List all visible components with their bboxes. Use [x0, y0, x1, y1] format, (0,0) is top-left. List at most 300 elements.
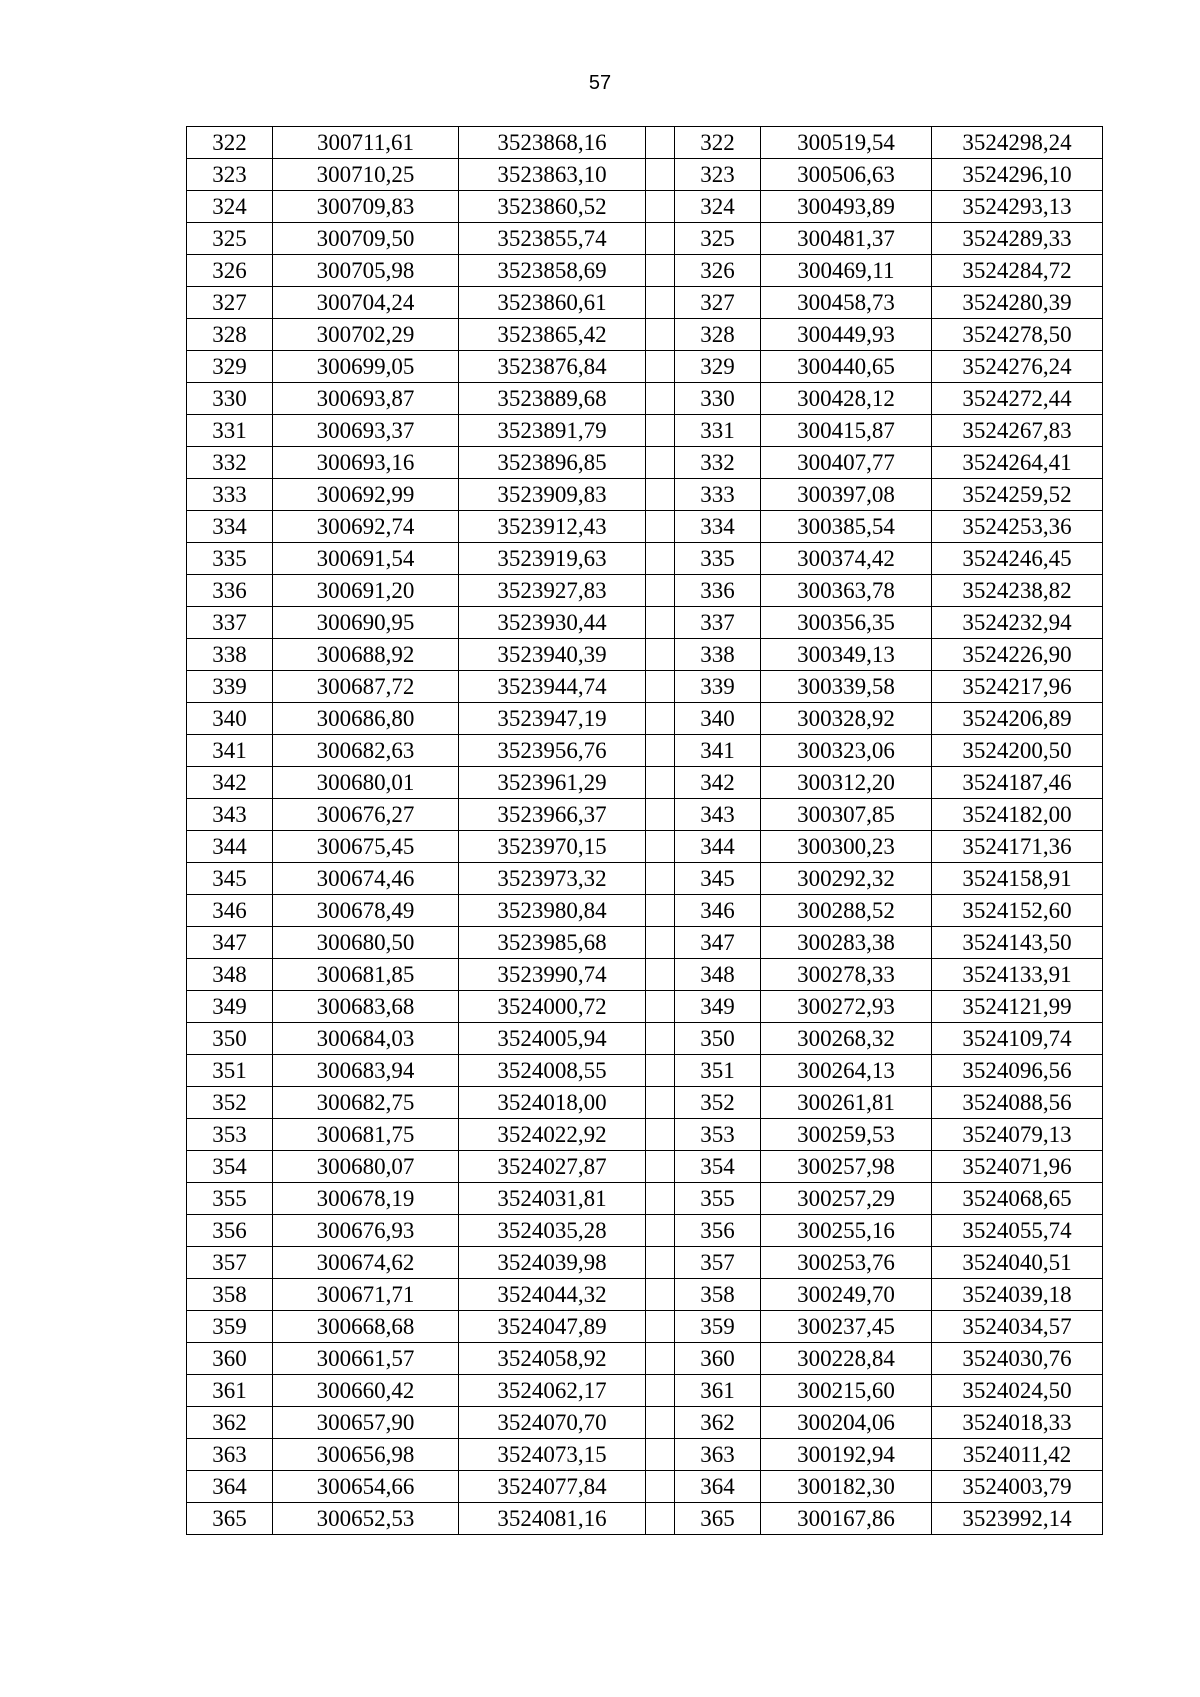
table-row [187, 1375, 1103, 1407]
right-point-number-cell: 365 [675, 1503, 761, 1535]
left-y-coordinate-cell: 3523990,74 [459, 959, 646, 991]
left-point-number-cell: 323 [187, 159, 273, 191]
left-x-coordinate-cell: 300709,83 [273, 191, 459, 223]
right-x-coordinate-cell: 300328,92 [761, 703, 932, 735]
left-y-coordinate-cell: 3524005,94 [459, 1023, 646, 1055]
right-y-coordinate-cell: 3524152,60 [932, 895, 1103, 927]
right-x-coordinate-cell: 300249,70 [761, 1279, 932, 1311]
right-y-coordinate-cell: 3524246,45 [932, 543, 1103, 575]
left-x-coordinate-cell: 300690,95 [273, 607, 459, 639]
separator-cell [646, 1343, 675, 1375]
left-point-number-cell: 353 [187, 1119, 273, 1151]
right-x-coordinate-cell: 300307,85 [761, 799, 932, 831]
left-y-coordinate-cell: 3524047,89 [459, 1311, 646, 1343]
separator-cell [646, 255, 675, 287]
left-point-number-cell: 349 [187, 991, 273, 1023]
left-y-coordinate-cell: 3523858,69 [459, 255, 646, 287]
table-row [187, 1343, 1103, 1375]
right-point-number-cell: 339 [675, 671, 761, 703]
left-point-number-cell: 361 [187, 1375, 273, 1407]
separator-cell [646, 1471, 675, 1503]
right-y-coordinate-cell: 3524040,51 [932, 1247, 1103, 1279]
left-x-coordinate-cell: 300668,68 [273, 1311, 459, 1343]
separator-cell [646, 1119, 675, 1151]
right-point-number-cell: 324 [675, 191, 761, 223]
table-row [187, 511, 1103, 543]
left-point-number-cell: 331 [187, 415, 273, 447]
table-row [187, 1247, 1103, 1279]
right-point-number-cell: 340 [675, 703, 761, 735]
left-x-coordinate-cell: 300710,25 [273, 159, 459, 191]
right-y-coordinate-cell: 3524232,94 [932, 607, 1103, 639]
table-row [187, 1151, 1103, 1183]
right-x-coordinate-cell: 300339,58 [761, 671, 932, 703]
right-point-number-cell: 359 [675, 1311, 761, 1343]
left-point-number-cell: 335 [187, 543, 273, 575]
right-point-number-cell: 336 [675, 575, 761, 607]
left-x-coordinate-cell: 300681,85 [273, 959, 459, 991]
table-row [187, 543, 1103, 575]
right-y-coordinate-cell: 3524068,65 [932, 1183, 1103, 1215]
right-point-number-cell: 362 [675, 1407, 761, 1439]
right-point-number-cell: 360 [675, 1343, 761, 1375]
right-point-number-cell: 326 [675, 255, 761, 287]
table-row [187, 1183, 1103, 1215]
left-x-coordinate-cell: 300674,62 [273, 1247, 459, 1279]
table-row [187, 1087, 1103, 1119]
right-point-number-cell: 322 [675, 127, 761, 159]
left-y-coordinate-cell: 3524077,84 [459, 1471, 646, 1503]
left-y-coordinate-cell: 3523865,42 [459, 319, 646, 351]
right-y-coordinate-cell: 3524267,83 [932, 415, 1103, 447]
left-y-coordinate-cell: 3523891,79 [459, 415, 646, 447]
left-x-coordinate-cell: 300692,74 [273, 511, 459, 543]
separator-cell [646, 543, 675, 575]
right-point-number-cell: 330 [675, 383, 761, 415]
right-point-number-cell: 352 [675, 1087, 761, 1119]
left-y-coordinate-cell: 3523860,52 [459, 191, 646, 223]
left-y-coordinate-cell: 3523868,16 [459, 127, 646, 159]
right-point-number-cell: 333 [675, 479, 761, 511]
left-point-number-cell: 356 [187, 1215, 273, 1247]
left-x-coordinate-cell: 300674,46 [273, 863, 459, 895]
left-x-coordinate-cell: 300680,50 [273, 927, 459, 959]
left-y-coordinate-cell: 3523909,83 [459, 479, 646, 511]
right-point-number-cell: 329 [675, 351, 761, 383]
separator-cell [646, 1087, 675, 1119]
left-y-coordinate-cell: 3523985,68 [459, 927, 646, 959]
left-point-number-cell: 348 [187, 959, 273, 991]
separator-cell [646, 191, 675, 223]
left-point-number-cell: 332 [187, 447, 273, 479]
left-x-coordinate-cell: 300681,75 [273, 1119, 459, 1151]
right-y-coordinate-cell: 3524018,33 [932, 1407, 1103, 1439]
right-point-number-cell: 323 [675, 159, 761, 191]
separator-cell [646, 799, 675, 831]
left-y-coordinate-cell: 3523973,32 [459, 863, 646, 895]
separator-cell [646, 1311, 675, 1343]
right-y-coordinate-cell: 3524289,33 [932, 223, 1103, 255]
table-row [187, 319, 1103, 351]
separator-cell [646, 1407, 675, 1439]
left-point-number-cell: 343 [187, 799, 273, 831]
left-point-number-cell: 351 [187, 1055, 273, 1087]
left-x-coordinate-cell: 300702,29 [273, 319, 459, 351]
left-y-coordinate-cell: 3524081,16 [459, 1503, 646, 1535]
right-x-coordinate-cell: 300264,13 [761, 1055, 932, 1087]
right-point-number-cell: 358 [675, 1279, 761, 1311]
right-y-coordinate-cell: 3524276,24 [932, 351, 1103, 383]
table-row [187, 735, 1103, 767]
left-y-coordinate-cell: 3523930,44 [459, 607, 646, 639]
right-y-coordinate-cell: 3524055,74 [932, 1215, 1103, 1247]
left-x-coordinate-cell: 300676,27 [273, 799, 459, 831]
left-x-coordinate-cell: 300688,92 [273, 639, 459, 671]
left-x-coordinate-cell: 300682,63 [273, 735, 459, 767]
left-y-coordinate-cell: 3523940,39 [459, 639, 646, 671]
separator-cell [646, 671, 675, 703]
left-y-coordinate-cell: 3524031,81 [459, 1183, 646, 1215]
right-y-coordinate-cell: 3524109,74 [932, 1023, 1103, 1055]
separator-cell [646, 1055, 675, 1087]
right-y-coordinate-cell: 3524200,50 [932, 735, 1103, 767]
right-x-coordinate-cell: 300288,52 [761, 895, 932, 927]
left-y-coordinate-cell: 3524058,92 [459, 1343, 646, 1375]
left-x-coordinate-cell: 300675,45 [273, 831, 459, 863]
right-x-coordinate-cell: 300255,16 [761, 1215, 932, 1247]
table-row [187, 1471, 1103, 1503]
right-x-coordinate-cell: 300374,42 [761, 543, 932, 575]
page-number: 57 [588, 72, 612, 94]
right-x-coordinate-cell: 300323,06 [761, 735, 932, 767]
left-x-coordinate-cell: 300680,07 [273, 1151, 459, 1183]
right-point-number-cell: 357 [675, 1247, 761, 1279]
table-row [187, 127, 1103, 159]
right-point-number-cell: 346 [675, 895, 761, 927]
left-y-coordinate-cell: 3523889,68 [459, 383, 646, 415]
left-x-coordinate-cell: 300709,50 [273, 223, 459, 255]
left-point-number-cell: 364 [187, 1471, 273, 1503]
right-y-coordinate-cell: 3524096,56 [932, 1055, 1103, 1087]
left-y-coordinate-cell: 3523966,37 [459, 799, 646, 831]
left-point-number-cell: 339 [187, 671, 273, 703]
right-x-coordinate-cell: 300204,06 [761, 1407, 932, 1439]
left-point-number-cell: 345 [187, 863, 273, 895]
left-point-number-cell: 334 [187, 511, 273, 543]
separator-cell [646, 575, 675, 607]
table-row [187, 895, 1103, 927]
separator-cell [646, 863, 675, 895]
right-y-coordinate-cell: 3524030,76 [932, 1343, 1103, 1375]
table-row [187, 415, 1103, 447]
right-y-coordinate-cell: 3524034,57 [932, 1311, 1103, 1343]
left-point-number-cell: 336 [187, 575, 273, 607]
right-y-coordinate-cell: 3524272,44 [932, 383, 1103, 415]
right-point-number-cell: 363 [675, 1439, 761, 1471]
left-y-coordinate-cell: 3524000,72 [459, 991, 646, 1023]
left-point-number-cell: 330 [187, 383, 273, 415]
right-x-coordinate-cell: 300167,86 [761, 1503, 932, 1535]
right-x-coordinate-cell: 300300,23 [761, 831, 932, 863]
left-point-number-cell: 352 [187, 1087, 273, 1119]
left-y-coordinate-cell: 3524008,55 [459, 1055, 646, 1087]
table-row [187, 447, 1103, 479]
separator-cell [646, 223, 675, 255]
right-y-coordinate-cell: 3524024,50 [932, 1375, 1103, 1407]
separator-cell [646, 287, 675, 319]
right-point-number-cell: 347 [675, 927, 761, 959]
right-point-number-cell: 335 [675, 543, 761, 575]
left-point-number-cell: 355 [187, 1183, 273, 1215]
right-x-coordinate-cell: 300237,45 [761, 1311, 932, 1343]
right-y-coordinate-cell: 3524182,00 [932, 799, 1103, 831]
separator-cell [646, 831, 675, 863]
right-y-coordinate-cell: 3524238,82 [932, 575, 1103, 607]
right-x-coordinate-cell: 300257,29 [761, 1183, 932, 1215]
right-x-coordinate-cell: 300397,08 [761, 479, 932, 511]
right-point-number-cell: 337 [675, 607, 761, 639]
right-x-coordinate-cell: 300278,33 [761, 959, 932, 991]
separator-cell [646, 959, 675, 991]
left-point-number-cell: 328 [187, 319, 273, 351]
separator-cell [646, 703, 675, 735]
separator-cell [646, 1375, 675, 1407]
right-point-number-cell: 356 [675, 1215, 761, 1247]
right-x-coordinate-cell: 300272,93 [761, 991, 932, 1023]
left-point-number-cell: 340 [187, 703, 273, 735]
table-row [187, 703, 1103, 735]
left-x-coordinate-cell: 300656,98 [273, 1439, 459, 1471]
table-row [187, 479, 1103, 511]
table-row [187, 991, 1103, 1023]
left-point-number-cell: 347 [187, 927, 273, 959]
left-y-coordinate-cell: 3523863,10 [459, 159, 646, 191]
left-x-coordinate-cell: 300682,75 [273, 1087, 459, 1119]
left-point-number-cell: 337 [187, 607, 273, 639]
left-x-coordinate-cell: 300680,01 [273, 767, 459, 799]
right-x-coordinate-cell: 300493,89 [761, 191, 932, 223]
left-x-coordinate-cell: 300661,57 [273, 1343, 459, 1375]
left-x-coordinate-cell: 300692,99 [273, 479, 459, 511]
separator-cell [646, 1183, 675, 1215]
right-y-coordinate-cell: 3524003,79 [932, 1471, 1103, 1503]
table-row [187, 831, 1103, 863]
left-y-coordinate-cell: 3523944,74 [459, 671, 646, 703]
right-x-coordinate-cell: 300428,12 [761, 383, 932, 415]
table-row [187, 1055, 1103, 1087]
right-x-coordinate-cell: 300481,37 [761, 223, 932, 255]
right-y-coordinate-cell: 3523992,14 [932, 1503, 1103, 1535]
right-x-coordinate-cell: 300215,60 [761, 1375, 932, 1407]
left-point-number-cell: 365 [187, 1503, 273, 1535]
table-row [187, 575, 1103, 607]
left-y-coordinate-cell: 3523860,61 [459, 287, 646, 319]
left-x-coordinate-cell: 300676,93 [273, 1215, 459, 1247]
right-y-coordinate-cell: 3524296,10 [932, 159, 1103, 191]
left-point-number-cell: 329 [187, 351, 273, 383]
separator-cell [646, 1151, 675, 1183]
separator-cell [646, 735, 675, 767]
right-x-coordinate-cell: 300257,98 [761, 1151, 932, 1183]
right-point-number-cell: 355 [675, 1183, 761, 1215]
table-row [187, 1503, 1103, 1535]
left-y-coordinate-cell: 3524035,28 [459, 1215, 646, 1247]
right-point-number-cell: 327 [675, 287, 761, 319]
left-point-number-cell: 360 [187, 1343, 273, 1375]
separator-cell [646, 1247, 675, 1279]
left-point-number-cell: 358 [187, 1279, 273, 1311]
left-y-coordinate-cell: 3523855,74 [459, 223, 646, 255]
left-x-coordinate-cell: 300705,98 [273, 255, 459, 287]
left-x-coordinate-cell: 300691,54 [273, 543, 459, 575]
left-point-number-cell: 341 [187, 735, 273, 767]
right-x-coordinate-cell: 300192,94 [761, 1439, 932, 1471]
right-x-coordinate-cell: 300182,30 [761, 1471, 932, 1503]
left-x-coordinate-cell: 300693,16 [273, 447, 459, 479]
left-y-coordinate-cell: 3524070,70 [459, 1407, 646, 1439]
left-y-coordinate-cell: 3523956,76 [459, 735, 646, 767]
right-y-coordinate-cell: 3524187,46 [932, 767, 1103, 799]
left-y-coordinate-cell: 3524039,98 [459, 1247, 646, 1279]
right-x-coordinate-cell: 300449,93 [761, 319, 932, 351]
right-x-coordinate-cell: 300292,32 [761, 863, 932, 895]
right-y-coordinate-cell: 3524039,18 [932, 1279, 1103, 1311]
left-x-coordinate-cell: 300691,20 [273, 575, 459, 607]
right-y-coordinate-cell: 3524011,42 [932, 1439, 1103, 1471]
right-point-number-cell: 353 [675, 1119, 761, 1151]
table-row [187, 1439, 1103, 1471]
right-x-coordinate-cell: 300440,65 [761, 351, 932, 383]
right-y-coordinate-cell: 3524284,72 [932, 255, 1103, 287]
separator-cell [646, 447, 675, 479]
right-y-coordinate-cell: 3524088,56 [932, 1087, 1103, 1119]
left-y-coordinate-cell: 3523961,29 [459, 767, 646, 799]
left-point-number-cell: 359 [187, 1311, 273, 1343]
separator-cell [646, 767, 675, 799]
left-y-coordinate-cell: 3523919,63 [459, 543, 646, 575]
separator-cell [646, 127, 675, 159]
right-y-coordinate-cell: 3524253,36 [932, 511, 1103, 543]
right-y-coordinate-cell: 3524217,96 [932, 671, 1103, 703]
right-y-coordinate-cell: 3524264,41 [932, 447, 1103, 479]
right-point-number-cell: 334 [675, 511, 761, 543]
table-row [187, 351, 1103, 383]
left-y-coordinate-cell: 3524022,92 [459, 1119, 646, 1151]
separator-cell [646, 351, 675, 383]
right-point-number-cell: 348 [675, 959, 761, 991]
coordinates-table-body [187, 127, 1103, 1535]
table-row [187, 1311, 1103, 1343]
left-y-coordinate-cell: 3523876,84 [459, 351, 646, 383]
right-y-coordinate-cell: 3524121,99 [932, 991, 1103, 1023]
right-x-coordinate-cell: 300268,32 [761, 1023, 932, 1055]
right-point-number-cell: 354 [675, 1151, 761, 1183]
right-point-number-cell: 343 [675, 799, 761, 831]
separator-cell [646, 415, 675, 447]
left-point-number-cell: 338 [187, 639, 273, 671]
left-point-number-cell: 333 [187, 479, 273, 511]
right-x-coordinate-cell: 300385,54 [761, 511, 932, 543]
separator-cell [646, 479, 675, 511]
right-y-coordinate-cell: 3524298,24 [932, 127, 1103, 159]
left-point-number-cell: 354 [187, 1151, 273, 1183]
left-x-coordinate-cell: 300684,03 [273, 1023, 459, 1055]
left-y-coordinate-cell: 3524027,87 [459, 1151, 646, 1183]
right-x-coordinate-cell: 300469,11 [761, 255, 932, 287]
right-x-coordinate-cell: 300349,13 [761, 639, 932, 671]
separator-cell [646, 639, 675, 671]
left-x-coordinate-cell: 300683,94 [273, 1055, 459, 1087]
left-y-coordinate-cell: 3523912,43 [459, 511, 646, 543]
right-point-number-cell: 351 [675, 1055, 761, 1087]
left-x-coordinate-cell: 300693,37 [273, 415, 459, 447]
separator-cell [646, 895, 675, 927]
right-x-coordinate-cell: 300415,87 [761, 415, 932, 447]
right-x-coordinate-cell: 300259,53 [761, 1119, 932, 1151]
right-y-coordinate-cell: 3524171,36 [932, 831, 1103, 863]
separator-cell [646, 383, 675, 415]
left-y-coordinate-cell: 3523896,85 [459, 447, 646, 479]
left-x-coordinate-cell: 300683,68 [273, 991, 459, 1023]
right-y-coordinate-cell: 3524079,13 [932, 1119, 1103, 1151]
separator-cell [646, 1439, 675, 1471]
separator-cell [646, 1279, 675, 1311]
table-row [187, 927, 1103, 959]
right-x-coordinate-cell: 300283,38 [761, 927, 932, 959]
left-x-coordinate-cell: 300704,24 [273, 287, 459, 319]
right-x-coordinate-cell: 300506,63 [761, 159, 932, 191]
right-x-coordinate-cell: 300312,20 [761, 767, 932, 799]
table-row [187, 223, 1103, 255]
table-row [187, 1215, 1103, 1247]
left-point-number-cell: 350 [187, 1023, 273, 1055]
table-row [187, 1279, 1103, 1311]
left-point-number-cell: 322 [187, 127, 273, 159]
table-row [187, 1119, 1103, 1151]
right-y-coordinate-cell: 3524206,89 [932, 703, 1103, 735]
separator-cell [646, 1503, 675, 1535]
table-row [187, 159, 1103, 191]
left-point-number-cell: 363 [187, 1439, 273, 1471]
left-y-coordinate-cell: 3524062,17 [459, 1375, 646, 1407]
separator-cell [646, 927, 675, 959]
right-point-number-cell: 341 [675, 735, 761, 767]
left-point-number-cell: 327 [187, 287, 273, 319]
right-point-number-cell: 331 [675, 415, 761, 447]
left-point-number-cell: 362 [187, 1407, 273, 1439]
right-x-coordinate-cell: 300228,84 [761, 1343, 932, 1375]
table-row [187, 671, 1103, 703]
left-x-coordinate-cell: 300657,90 [273, 1407, 459, 1439]
left-x-coordinate-cell: 300652,53 [273, 1503, 459, 1535]
left-y-coordinate-cell: 3524073,15 [459, 1439, 646, 1471]
left-x-coordinate-cell: 300654,66 [273, 1471, 459, 1503]
table-row [187, 607, 1103, 639]
right-x-coordinate-cell: 300519,54 [761, 127, 932, 159]
right-y-coordinate-cell: 3524280,39 [932, 287, 1103, 319]
right-point-number-cell: 338 [675, 639, 761, 671]
right-y-coordinate-cell: 3524278,50 [932, 319, 1103, 351]
left-x-coordinate-cell: 300678,19 [273, 1183, 459, 1215]
left-y-coordinate-cell: 3523980,84 [459, 895, 646, 927]
right-point-number-cell: 349 [675, 991, 761, 1023]
separator-cell [646, 1023, 675, 1055]
table-row [187, 191, 1103, 223]
right-x-coordinate-cell: 300261,81 [761, 1087, 932, 1119]
left-point-number-cell: 325 [187, 223, 273, 255]
left-x-coordinate-cell: 300693,87 [273, 383, 459, 415]
left-x-coordinate-cell: 300660,42 [273, 1375, 459, 1407]
